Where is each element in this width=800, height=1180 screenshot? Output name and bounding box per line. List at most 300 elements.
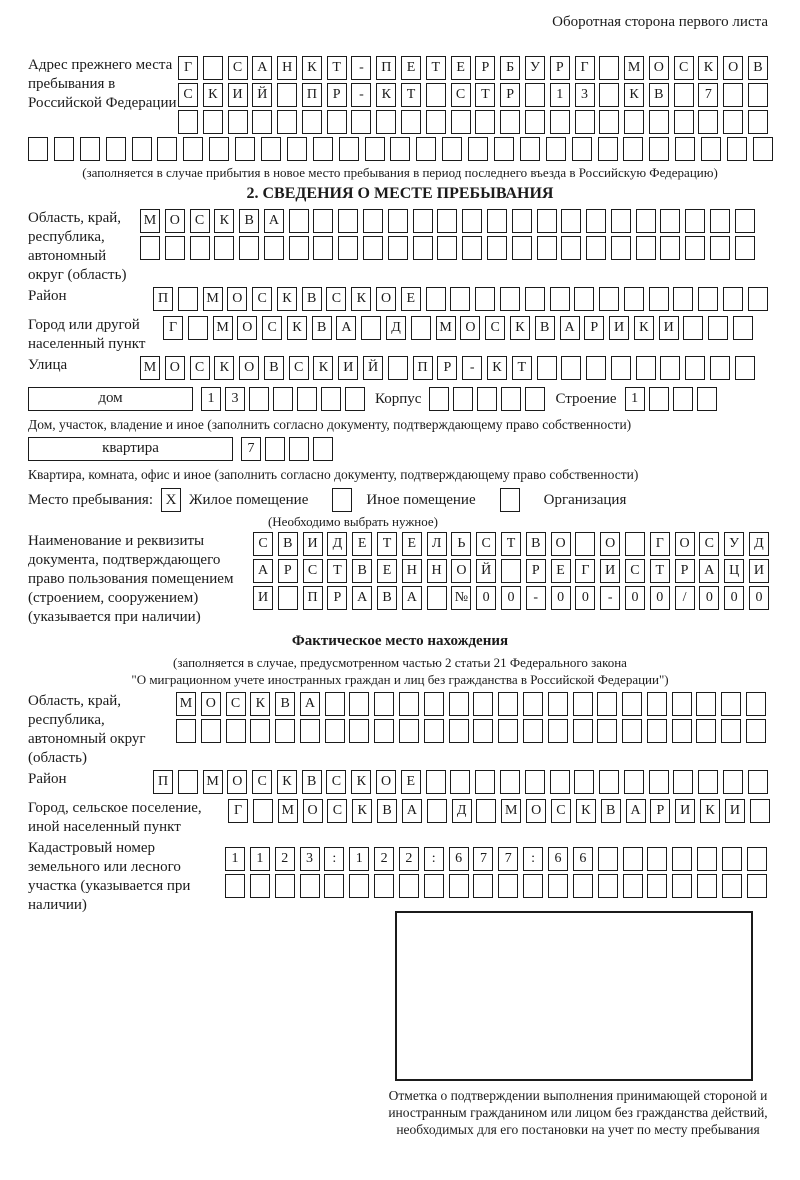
char-box[interactable] [647,692,667,716]
char-box[interactable]: 7 [241,437,261,461]
char-box[interactable] [748,287,768,311]
char-box[interactable]: С [485,316,505,340]
char-box[interactable] [636,209,656,233]
char-box[interactable] [735,236,755,260]
char-box[interactable]: 0 [625,586,645,610]
char-box[interactable] [537,236,557,260]
char-box[interactable]: О [723,56,743,80]
char-box[interactable]: А [626,799,646,823]
char-box[interactable]: Е [551,559,571,583]
char-box[interactable]: В [302,770,322,794]
char-box[interactable] [701,137,721,161]
char-box[interactable] [313,209,333,233]
char-box[interactable]: В [312,316,332,340]
char-box[interactable] [647,719,667,743]
char-box[interactable] [426,83,446,107]
char-box[interactable] [351,110,371,134]
char-box[interactable] [203,56,223,80]
char-box[interactable] [275,874,295,898]
char-box[interactable]: Й [363,356,383,380]
char-box[interactable]: 6 [548,847,568,871]
char-box[interactable] [209,137,229,161]
char-box[interactable] [599,110,619,134]
char-box[interactable]: 0 [724,586,744,610]
char-box[interactable]: К [698,56,718,80]
char-box[interactable] [449,719,469,743]
char-box[interactable] [622,719,642,743]
char-box[interactable]: П [376,56,396,80]
char-box[interactable]: С [326,770,346,794]
char-box[interactable] [494,137,514,161]
char-box[interactable] [437,236,457,260]
char-box[interactable]: И [725,799,745,823]
char-box[interactable]: Е [401,770,421,794]
char-box[interactable]: О [376,287,396,311]
char-box[interactable] [250,719,270,743]
char-box[interactable]: О [237,316,257,340]
char-box[interactable] [561,236,581,260]
char-box[interactable] [401,110,421,134]
char-box[interactable]: : [324,847,344,871]
char-box[interactable]: 0 [501,586,521,610]
char-box[interactable] [623,847,643,871]
char-box[interactable] [685,236,705,260]
apartment-type-box[interactable]: квартира [28,437,233,461]
char-box[interactable]: Ц [724,559,744,583]
char-box[interactable] [363,209,383,233]
char-box[interactable] [468,137,488,161]
char-box[interactable]: В [275,692,295,716]
char-box[interactable]: В [649,83,669,107]
char-box[interactable]: С [674,56,694,80]
char-box[interactable] [264,236,284,260]
char-box[interactable]: В [352,559,372,583]
char-box[interactable] [747,847,767,871]
char-box[interactable] [473,692,493,716]
char-box[interactable] [399,719,419,743]
char-box[interactable]: К [250,692,270,716]
char-box[interactable] [426,287,446,311]
char-box[interactable] [550,110,570,134]
char-box[interactable]: В [302,287,322,311]
char-box[interactable] [723,110,743,134]
char-box[interactable]: 1 [250,847,270,871]
char-box[interactable] [424,874,444,898]
char-box[interactable]: Т [377,532,397,556]
char-box[interactable] [178,770,198,794]
char-box[interactable]: Д [327,532,347,556]
char-box[interactable]: 2 [374,847,394,871]
char-box[interactable] [672,847,692,871]
char-box[interactable] [548,874,568,898]
char-box[interactable] [473,719,493,743]
char-box[interactable] [550,770,570,794]
char-box[interactable] [388,356,408,380]
char-box[interactable] [685,356,705,380]
char-box[interactable] [476,799,496,823]
char-box[interactable] [586,209,606,233]
char-box[interactable]: С [303,559,323,583]
char-box[interactable] [748,770,768,794]
char-box[interactable]: Г [575,56,595,80]
char-box[interactable]: О [526,799,546,823]
char-box[interactable] [313,236,333,260]
char-box[interactable] [203,110,223,134]
char-box[interactable] [325,719,345,743]
char-box[interactable]: 7 [498,847,518,871]
char-box[interactable] [748,83,768,107]
char-box[interactable] [475,287,495,311]
char-box[interactable]: И [228,83,248,107]
char-box[interactable] [453,387,473,411]
char-box[interactable]: С [476,532,496,556]
char-box[interactable] [710,356,730,380]
char-box[interactable]: Д [749,532,769,556]
char-box[interactable] [599,770,619,794]
char-box[interactable] [746,692,766,716]
char-box[interactable] [487,209,507,233]
char-box[interactable] [611,209,631,233]
char-box[interactable]: О [460,316,480,340]
char-box[interactable] [265,437,285,461]
char-box[interactable] [277,110,297,134]
char-box[interactable]: Р [584,316,604,340]
house-type-box[interactable]: дом [28,387,193,411]
char-box[interactable] [685,209,705,233]
char-box[interactable] [721,692,741,716]
char-box[interactable]: О [239,356,259,380]
char-box[interactable]: - [526,586,546,610]
char-box[interactable] [722,847,742,871]
char-box[interactable]: И [659,316,679,340]
char-box[interactable] [624,770,644,794]
char-box[interactable]: К [634,316,654,340]
char-box[interactable] [723,770,743,794]
char-box[interactable] [575,532,595,556]
char-box[interactable] [363,236,383,260]
char-box[interactable] [649,387,669,411]
char-box[interactable]: С [289,356,309,380]
char-box[interactable]: Е [451,56,471,80]
char-box[interactable] [733,316,753,340]
char-box[interactable] [188,316,208,340]
char-box[interactable] [277,83,297,107]
char-box[interactable]: Й [476,559,496,583]
char-box[interactable] [54,137,74,161]
char-box[interactable] [721,719,741,743]
char-box[interactable] [727,137,747,161]
char-box[interactable] [413,209,433,233]
char-box[interactable]: Н [402,559,422,583]
char-box[interactable] [523,692,543,716]
char-box[interactable] [636,356,656,380]
char-box[interactable]: 1 [550,83,570,107]
char-box[interactable]: О [165,356,185,380]
char-box[interactable]: Р [550,56,570,80]
char-box[interactable] [374,719,394,743]
char-box[interactable] [321,387,341,411]
char-box[interactable]: Р [526,559,546,583]
char-box[interactable]: Ь [451,532,471,556]
char-box[interactable]: В [278,532,298,556]
char-box[interactable] [473,874,493,898]
char-box[interactable]: С [327,799,347,823]
char-box[interactable] [525,770,545,794]
char-box[interactable] [399,874,419,898]
char-box[interactable]: А [253,559,273,583]
char-box[interactable] [235,137,255,161]
char-box[interactable]: : [523,847,543,871]
char-box[interactable]: И [675,799,695,823]
char-box[interactable]: 1 [349,847,369,871]
char-box[interactable]: К [313,356,333,380]
char-box[interactable] [698,110,718,134]
char-box[interactable] [597,719,617,743]
char-box[interactable] [512,236,532,260]
char-box[interactable] [500,110,520,134]
char-box[interactable] [572,137,592,161]
char-box[interactable]: О [451,559,471,583]
char-box[interactable] [710,236,730,260]
char-box[interactable] [520,137,540,161]
char-box[interactable] [28,137,48,161]
char-box[interactable]: В [377,586,397,610]
char-box[interactable] [548,719,568,743]
char-box[interactable]: К [302,56,322,80]
char-box[interactable] [753,137,773,161]
char-box[interactable] [239,236,259,260]
char-box[interactable]: 2 [399,847,419,871]
char-box[interactable]: В [535,316,555,340]
char-box[interactable] [374,874,394,898]
other-premises-checkbox[interactable] [332,488,352,512]
char-box[interactable]: Д [386,316,406,340]
char-box[interactable] [697,387,717,411]
char-box[interactable] [561,356,581,380]
char-box[interactable] [324,874,344,898]
char-box[interactable]: Р [475,56,495,80]
char-box[interactable] [487,236,507,260]
char-box[interactable] [611,236,631,260]
char-box[interactable] [672,719,692,743]
char-box[interactable] [599,83,619,107]
char-box[interactable] [338,236,358,260]
char-box[interactable] [647,847,667,871]
char-box[interactable]: С [252,770,272,794]
char-box[interactable]: К [287,316,307,340]
char-box[interactable] [361,316,381,340]
char-box[interactable] [349,692,369,716]
char-box[interactable] [523,719,543,743]
char-box[interactable]: № [451,586,471,610]
char-box[interactable] [132,137,152,161]
char-box[interactable]: Р [437,356,457,380]
char-box[interactable] [325,692,345,716]
char-box[interactable]: - [600,586,620,610]
char-box[interactable] [623,137,643,161]
char-box[interactable]: Г [178,56,198,80]
char-box[interactable]: Е [402,532,422,556]
char-box[interactable]: И [600,559,620,583]
char-box[interactable]: Й [252,83,272,107]
char-box[interactable] [698,770,718,794]
char-box[interactable] [622,692,642,716]
char-box[interactable]: А [300,692,320,716]
char-box[interactable]: М [203,770,223,794]
char-box[interactable] [449,874,469,898]
char-box[interactable]: 2 [275,847,295,871]
char-box[interactable] [747,874,767,898]
char-box[interactable] [201,719,221,743]
char-box[interactable]: 3 [225,387,245,411]
char-box[interactable]: М [176,692,196,716]
char-box[interactable] [338,209,358,233]
char-box[interactable] [750,799,770,823]
char-box[interactable]: П [413,356,433,380]
char-box[interactable]: К [352,799,372,823]
char-box[interactable] [190,236,210,260]
char-box[interactable] [575,110,595,134]
char-box[interactable] [165,236,185,260]
char-box[interactable]: И [338,356,358,380]
char-box[interactable]: М [624,56,644,80]
char-box[interactable]: Г [163,316,183,340]
char-box[interactable]: 0 [699,586,719,610]
char-box[interactable]: М [436,316,456,340]
char-box[interactable] [649,110,669,134]
char-box[interactable] [226,719,246,743]
char-box[interactable]: К [576,799,596,823]
char-box[interactable]: О [649,56,669,80]
char-box[interactable]: Т [512,356,532,380]
char-box[interactable]: 6 [573,847,593,871]
char-box[interactable]: И [609,316,629,340]
char-box[interactable]: 0 [749,586,769,610]
char-box[interactable] [649,287,669,311]
char-box[interactable] [746,719,766,743]
char-box[interactable]: Е [401,56,421,80]
char-box[interactable]: Т [327,559,347,583]
char-box[interactable] [106,137,126,161]
char-box[interactable] [512,209,532,233]
char-box[interactable]: В [526,532,546,556]
char-box[interactable]: Г [575,559,595,583]
char-box[interactable] [625,532,645,556]
char-box[interactable] [501,387,521,411]
char-box[interactable]: К [487,356,507,380]
char-box[interactable]: К [277,770,297,794]
char-box[interactable]: Е [377,559,397,583]
char-box[interactable]: Е [401,287,421,311]
char-box[interactable] [573,874,593,898]
char-box[interactable] [525,387,545,411]
char-box[interactable]: А [402,799,422,823]
char-box[interactable] [698,287,718,311]
char-box[interactable] [525,83,545,107]
char-box[interactable]: Г [228,799,248,823]
char-box[interactable] [674,110,694,134]
char-box[interactable]: Р [327,586,347,610]
char-box[interactable] [390,137,410,161]
char-box[interactable]: А [352,586,372,610]
char-box[interactable]: С [190,356,210,380]
char-box[interactable] [287,137,307,161]
char-box[interactable] [302,110,322,134]
char-box[interactable] [697,874,717,898]
char-box[interactable]: О [600,532,620,556]
char-box[interactable] [424,692,444,716]
residential-checkbox[interactable]: X [161,488,181,512]
organization-checkbox[interactable] [500,488,520,512]
char-box[interactable]: К [214,209,234,233]
char-box[interactable] [537,356,557,380]
char-box[interactable] [598,137,618,161]
char-box[interactable] [722,874,742,898]
char-box[interactable]: С [252,287,272,311]
char-box[interactable] [597,692,617,716]
char-box[interactable] [561,209,581,233]
char-box[interactable] [399,692,419,716]
char-box[interactable] [157,137,177,161]
char-box[interactable] [477,387,497,411]
char-box[interactable]: О [227,287,247,311]
char-box[interactable]: : [424,847,444,871]
char-box[interactable] [275,719,295,743]
char-box[interactable] [623,874,643,898]
char-box[interactable]: Р [675,559,695,583]
char-box[interactable]: М [213,316,233,340]
char-box[interactable] [710,209,730,233]
char-box[interactable]: Р [650,799,670,823]
char-box[interactable] [429,387,449,411]
char-box[interactable]: У [724,532,744,556]
char-box[interactable] [300,874,320,898]
char-box[interactable] [426,110,446,134]
char-box[interactable]: В [748,56,768,80]
char-box[interactable] [80,137,100,161]
char-box[interactable]: Т [401,83,421,107]
char-box[interactable] [696,692,716,716]
char-box[interactable] [636,236,656,260]
char-box[interactable]: 0 [551,586,571,610]
char-box[interactable]: 1 [625,387,645,411]
char-box[interactable]: С [326,287,346,311]
char-box[interactable] [501,559,521,583]
char-box[interactable]: О [227,770,247,794]
char-box[interactable] [673,387,693,411]
char-box[interactable]: Т [501,532,521,556]
char-box[interactable]: Е [352,532,372,556]
char-box[interactable]: С [262,316,282,340]
char-box[interactable]: С [625,559,645,583]
char-box[interactable]: 7 [473,847,493,871]
char-box[interactable] [525,110,545,134]
char-box[interactable]: П [153,287,173,311]
char-box[interactable]: С [190,209,210,233]
char-box[interactable]: К [510,316,530,340]
char-box[interactable]: - [462,356,482,380]
char-box[interactable] [376,110,396,134]
char-box[interactable] [599,56,619,80]
char-box[interactable] [140,236,160,260]
char-box[interactable] [475,110,495,134]
char-box[interactable] [537,209,557,233]
char-box[interactable]: Т [650,559,670,583]
char-box[interactable]: П [302,83,322,107]
char-box[interactable]: 0 [476,586,496,610]
char-box[interactable] [660,356,680,380]
char-box[interactable] [673,770,693,794]
